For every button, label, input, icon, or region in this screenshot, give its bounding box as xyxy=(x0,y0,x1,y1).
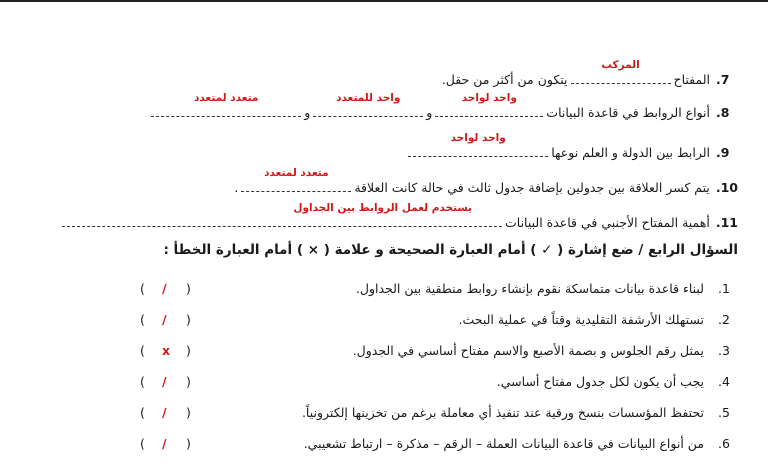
statement-number: 4. xyxy=(718,374,730,389)
statement-number: 5. xyxy=(718,405,730,420)
answer-blank[interactable] xyxy=(435,92,543,117)
statement-row xyxy=(459,311,739,329)
handwritten-mark: / xyxy=(162,405,167,420)
handwritten-answer: المركب xyxy=(601,59,640,71)
open-paren: ( xyxy=(140,374,145,389)
question-number: 7. xyxy=(716,72,730,87)
question-text: المفتاح xyxy=(673,72,710,87)
statement-text: تحتفظ المؤسسات بنسخ ورقية عند تنفيذ أي معاملة برغم من تخزينها إلكترونياً. xyxy=(301,405,704,420)
question-8 xyxy=(148,92,738,122)
handwritten-mark: / xyxy=(162,312,167,327)
close-paren: ) xyxy=(186,281,191,296)
question-text: يتكون من أكثر من حقل. xyxy=(441,72,568,87)
answer-blank[interactable] xyxy=(571,59,671,84)
open-paren: ( xyxy=(140,343,145,358)
question-number: 10. xyxy=(715,180,738,195)
close-paren: ) xyxy=(186,405,191,420)
statement-row xyxy=(356,280,738,298)
statement-text: من أنواع البيانات في قاعدة البيانات العملة – الرقم – مذكرة – ارتباط تشعيبي. xyxy=(303,436,704,451)
handwritten-mark: / xyxy=(162,281,167,296)
open-paren: ( xyxy=(140,436,145,451)
handwritten-answer: متعدد لمتعدد xyxy=(264,167,329,179)
answer-blank[interactable] xyxy=(313,92,423,117)
statement-number: 3. xyxy=(718,343,730,358)
question-number: 8. xyxy=(716,105,730,120)
statement-text: تستهلك الأرشفة التقليدية وقتاً في عملية البحث. xyxy=(458,312,704,327)
statement-row xyxy=(302,404,738,422)
conjunction: و xyxy=(426,105,433,120)
close-paren: ) xyxy=(186,343,191,358)
handwritten-answer: واحد لواحد xyxy=(461,92,517,104)
close-paren: ) xyxy=(186,312,191,327)
statement-row xyxy=(497,373,738,391)
question-11 xyxy=(59,202,738,232)
handwritten-answer: يستخدم لعمل الروابط بين الجداول xyxy=(293,202,472,214)
question-9 xyxy=(405,132,738,162)
handwritten-answer: متعدد لمتعدد xyxy=(193,92,259,104)
section-4-heading: السؤال الرابع / ضع إشارة ( ✓ ) أمام العبارة الصحيحة و علامة ( × ) أمام العبارة الخطأ : xyxy=(163,242,738,258)
answer-blank[interactable] xyxy=(408,132,548,157)
statement-text: يجب أن يكون لكل جدول مفتاح أساسي. xyxy=(496,374,704,389)
question-number: 9. xyxy=(716,145,730,160)
statement-text: يمثل رقم الجلوس و بصمة الأصبع والاسم مفتاح أساسي في الجدول. xyxy=(352,343,704,358)
close-paren: ) xyxy=(186,374,191,389)
question-text: يتم كسر العلاقة بين جدولين بإضافة جدول ثالث في حالة كانت العلاقة xyxy=(354,180,710,195)
question-number: 11. xyxy=(715,215,738,230)
handwritten-mark: / xyxy=(162,436,167,451)
statement-number: 1. xyxy=(718,281,730,296)
handwritten-mark: x xyxy=(162,343,171,358)
statement-number: 2. xyxy=(718,312,730,327)
answer-blank[interactable] xyxy=(241,167,351,192)
question-10 xyxy=(234,167,738,197)
close-paren: ) xyxy=(186,436,191,451)
handwritten-answer: واحد لواحد xyxy=(450,132,506,144)
page-top-border xyxy=(0,0,768,2)
handwritten-answer: واحد للمتعدد xyxy=(336,92,401,104)
question-7 xyxy=(441,59,738,89)
open-paren: ( xyxy=(140,281,145,296)
question-text: أهمية المفتاح الأجنبي في قاعدة البيانات xyxy=(505,215,710,230)
statement-number: 6. xyxy=(718,436,730,451)
conjunction: و xyxy=(304,105,311,120)
answer-blank[interactable] xyxy=(62,202,502,227)
answer-blank[interactable] xyxy=(151,92,301,117)
question-text: . xyxy=(234,180,239,195)
statement-text: لبناء قاعدة بيانات متماسكة نقوم بإنشاء روابط منطقية بين الجداول. xyxy=(355,281,704,296)
statement-row xyxy=(304,435,738,453)
handwritten-mark: / xyxy=(162,374,167,389)
statement-row xyxy=(353,342,738,360)
question-text: الرابط بين الدولة و العلم نوعها xyxy=(551,145,710,160)
open-paren: ( xyxy=(140,405,145,420)
question-text: أنواع الروابط في قاعدة البيانات xyxy=(546,105,710,120)
open-paren: ( xyxy=(140,312,145,327)
